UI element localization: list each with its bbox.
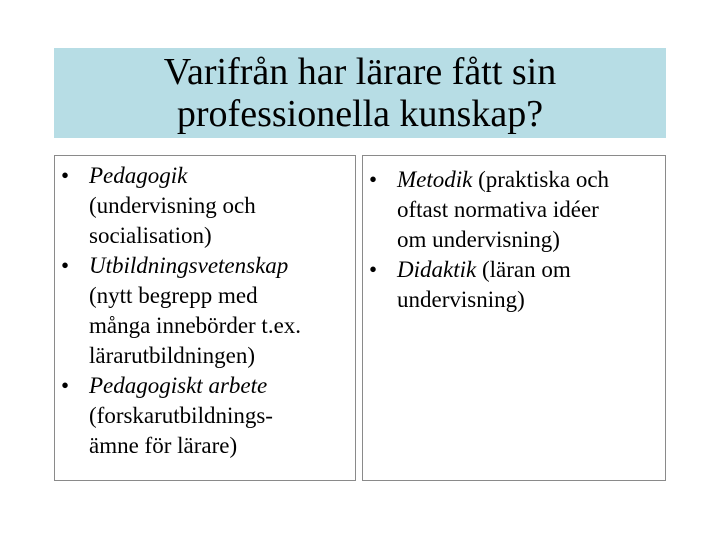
bullet-marker: • xyxy=(61,253,70,278)
term-pedagogik: Pedagogik xyxy=(89,163,188,188)
left-column-box xyxy=(54,155,356,481)
item-description-line: (nytt begrepp med xyxy=(89,283,258,308)
item-description-line: oftast normativa idéer xyxy=(397,197,599,222)
term-metodik: Metodik xyxy=(397,167,473,192)
list-item-pedagogik xyxy=(55,161,355,251)
item-description-line: (forskarutbildnings- xyxy=(89,403,273,428)
title-banner xyxy=(54,48,666,138)
list-item-pedagogiskt-arbete xyxy=(55,371,355,461)
list-item-metodik xyxy=(363,165,665,255)
term-didaktik: Didaktik xyxy=(397,257,477,282)
item-description-line: många innebörder t.ex. xyxy=(89,313,302,338)
right-bullet-list xyxy=(363,165,665,315)
item-description-line: ämne för lärare) xyxy=(89,433,238,458)
bullet-marker: • xyxy=(369,257,378,282)
left-bullet-list xyxy=(55,161,355,461)
slide-title xyxy=(164,51,556,135)
bullet-marker: • xyxy=(61,163,70,188)
title-line-1: Varifrån har lärare fått sin xyxy=(163,51,557,93)
title-line-2: professionella kunskap? xyxy=(176,93,544,135)
item-first-line-rest: (läran om xyxy=(476,257,571,282)
item-description-line: (undervisning och xyxy=(89,193,256,218)
list-item-utbildningsvetenskap xyxy=(55,251,355,371)
bullet-marker: • xyxy=(61,373,70,398)
right-column-box xyxy=(362,155,666,481)
item-description-line: socialisation) xyxy=(89,223,212,248)
item-description-line: lärarutbildningen) xyxy=(89,343,256,368)
term-utbildningsvetenskap: Utbildningsvetenskap xyxy=(89,253,289,278)
list-item-didaktik xyxy=(363,255,665,315)
item-first-line-rest: (praktiska och xyxy=(472,167,610,192)
term-pedagogiskt-arbete: Pedagogiskt arbete xyxy=(89,373,268,398)
item-description-line: undervisning) xyxy=(397,287,525,312)
bullet-marker: • xyxy=(369,167,378,192)
item-description-line: om undervisning) xyxy=(397,227,560,252)
